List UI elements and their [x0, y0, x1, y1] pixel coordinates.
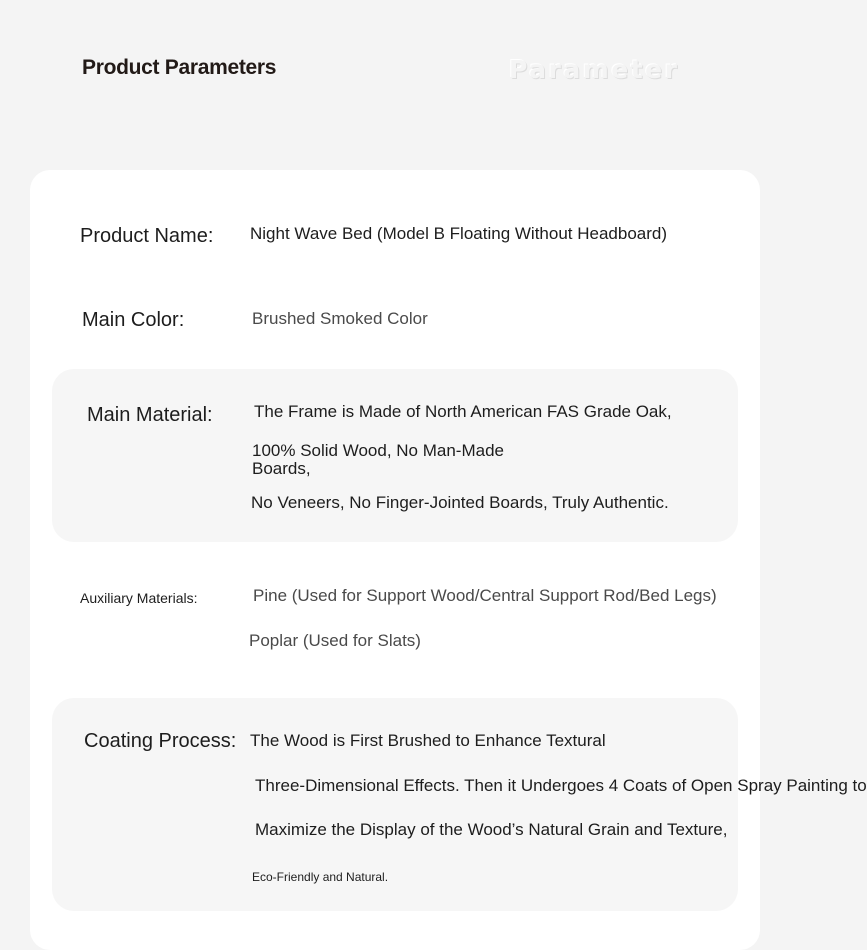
main-material-line-4: No Veneers, No Finger-Jointed Boards, Truly Authentic.: [251, 493, 669, 512]
coating-process-line-4: Eco-Friendly and Natural.: [252, 870, 389, 884]
auxiliary-materials-line-1: Pine (Used for Support Wood/Central Support Rod/Bed Legs): [253, 586, 717, 605]
coating-process-line-1: The Wood is First Brushed to Enhance Textural: [250, 731, 606, 750]
main-color-value: Brushed Smoked Color: [252, 309, 428, 328]
main-material-line-1: The Frame is Made of North American FAS Grade Oak,: [254, 402, 672, 421]
coating-process-label: Coating Process:: [84, 730, 237, 752]
product-name-label: Product Name:: [80, 225, 214, 247]
main-material-line-3: Boards,: [252, 459, 311, 478]
coating-process-line-2: Three-Dimensional Effects. Then it Undergoes 4 Coats of Open Spray Painting to: [255, 776, 867, 795]
coating-process-line-3: Maximize the Display of the Wood’s Natural Grain and Texture,: [255, 820, 728, 839]
main-color-label: Main Color:: [82, 309, 185, 331]
watermark-text: Parameter: [509, 55, 680, 84]
product-name-value: Night Wave Bed (Model B Floating Without Headboard): [250, 224, 668, 243]
main-material-line-2: 100% Solid Wood, No Man-Made: [252, 441, 504, 460]
main-material-label: Main Material:: [87, 404, 213, 426]
auxiliary-materials-line-2: Poplar (Used for Slats): [249, 631, 421, 650]
page-title: Product Parameters: [82, 56, 277, 79]
auxiliary-materials-label: Auxiliary Materials:: [80, 590, 198, 606]
